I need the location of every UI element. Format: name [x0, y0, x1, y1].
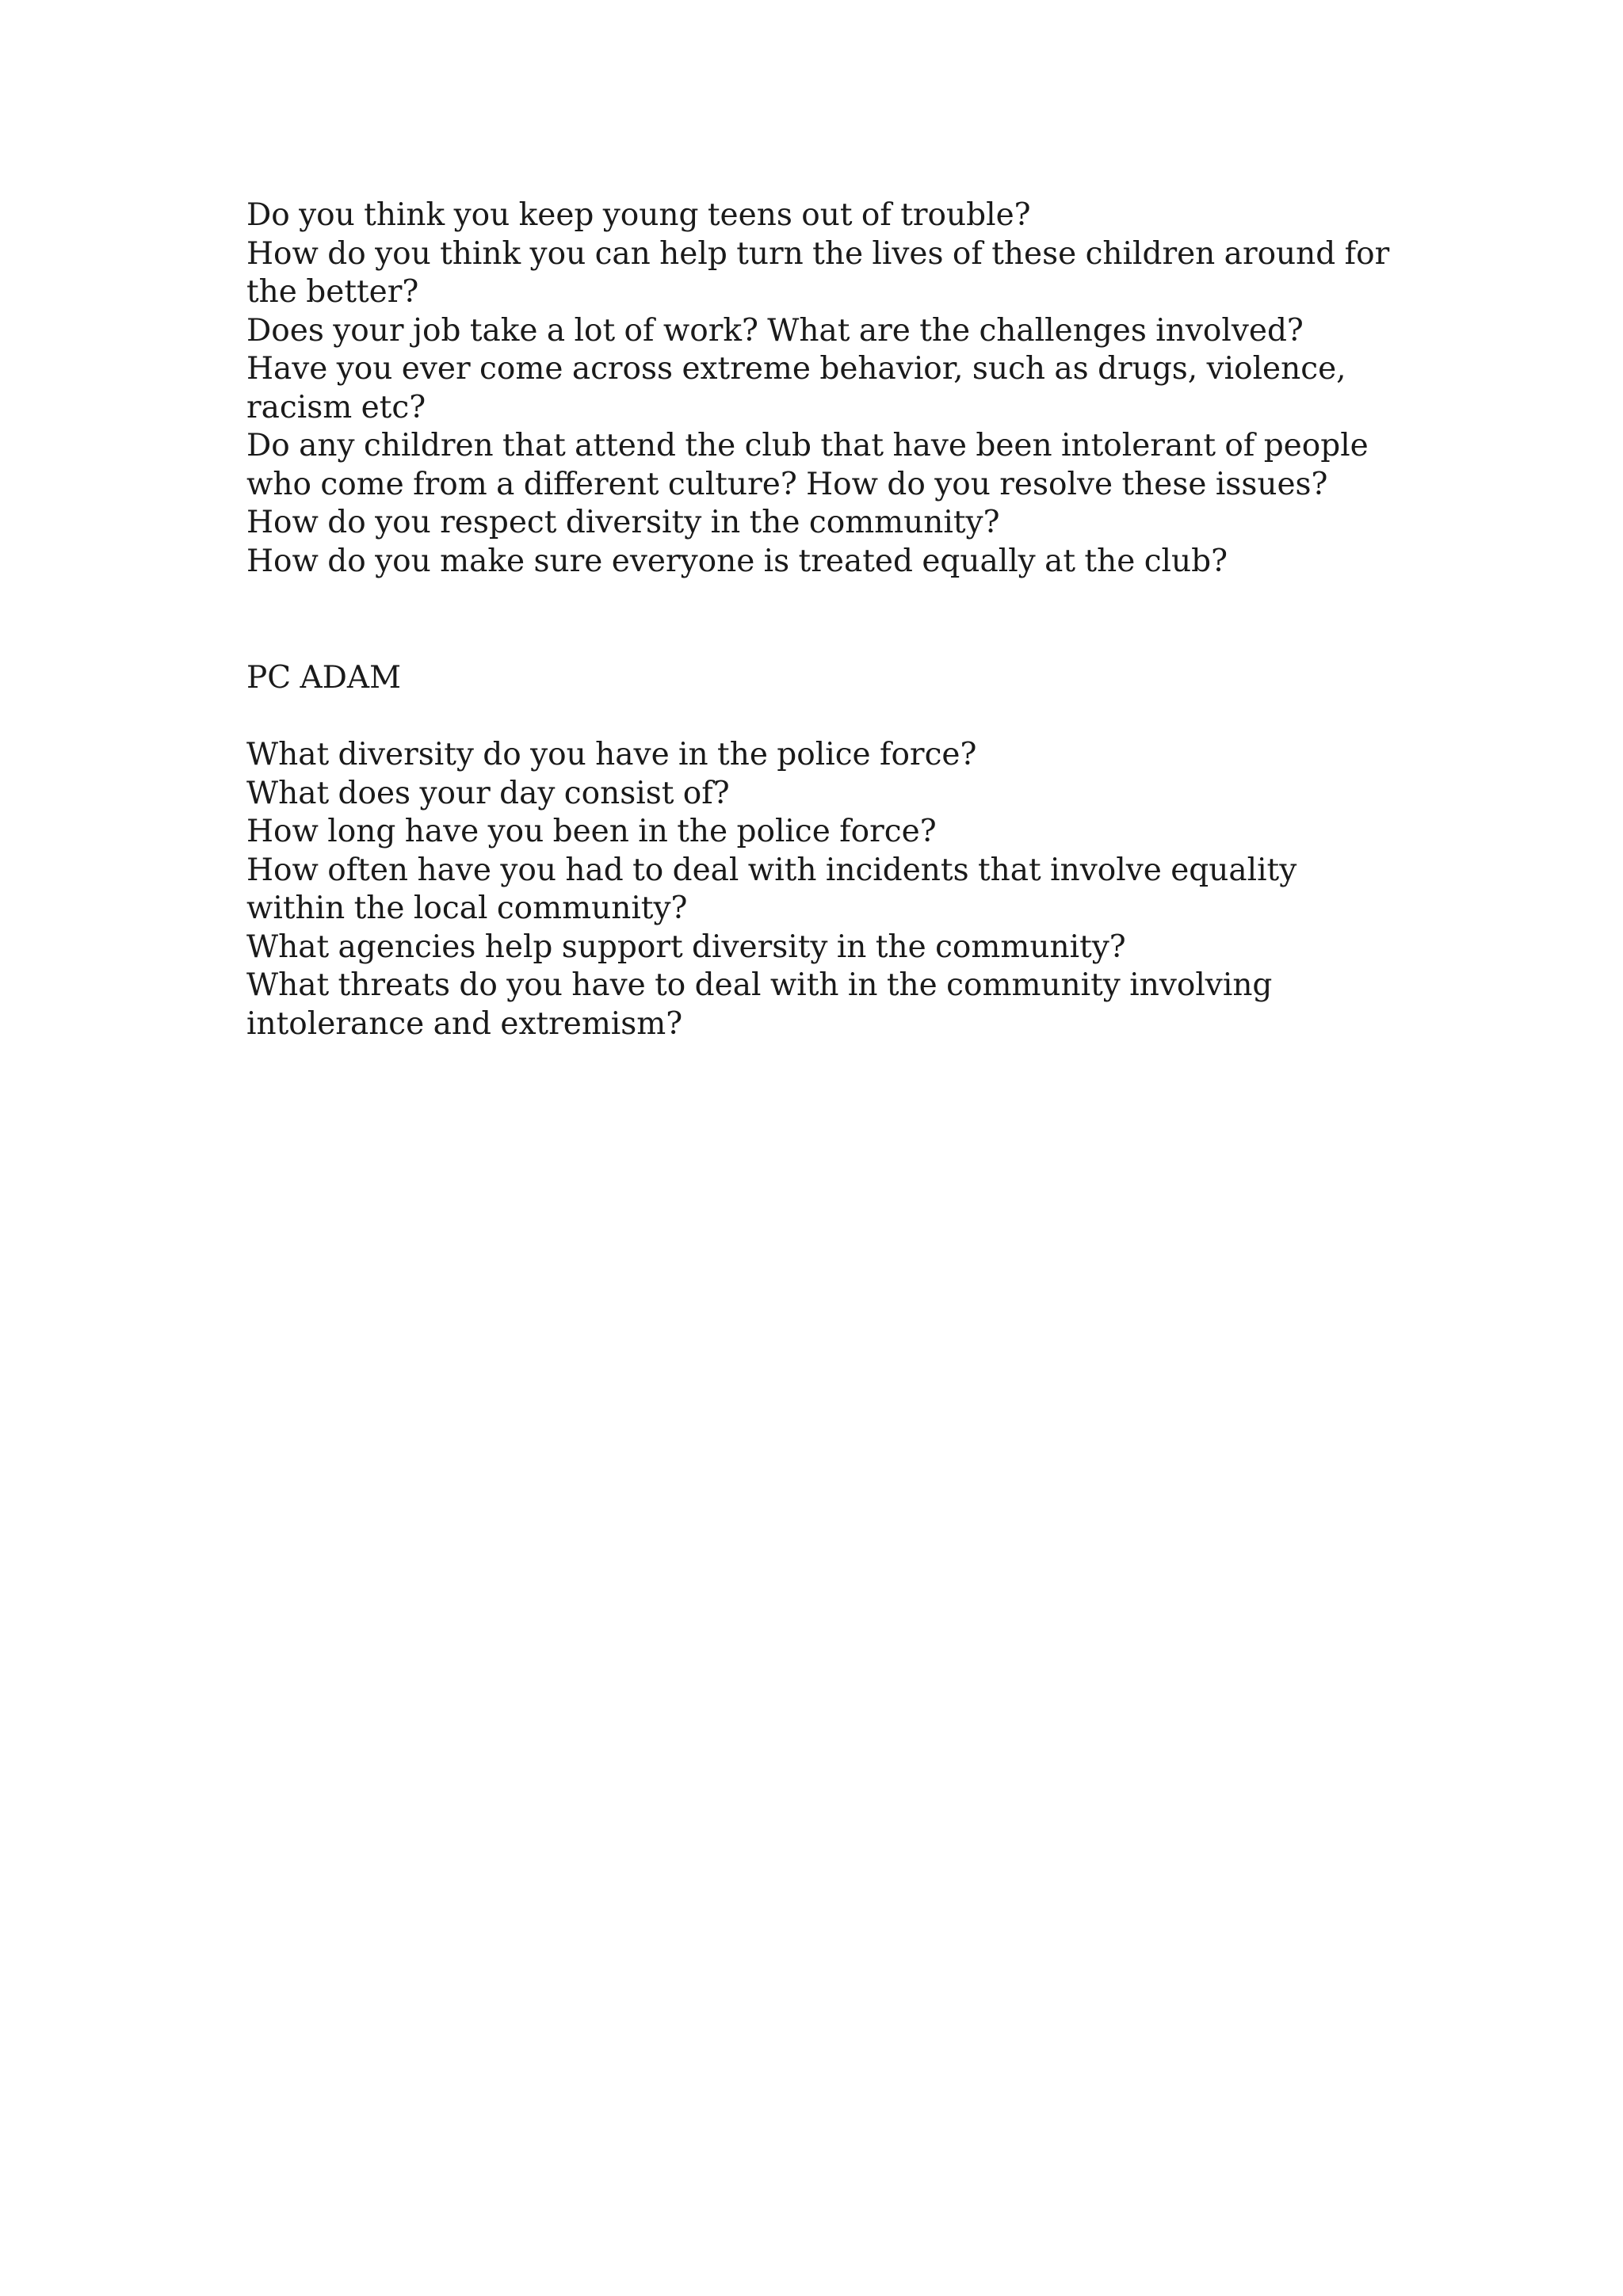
question-item: How do you make sure everyone is treated equally at the club? [246, 543, 1228, 579]
question-item: What threats do you have to deal with in the community involving intolerance and extremism? [246, 967, 1273, 1042]
section-heading: PC ADAM [246, 660, 402, 696]
question-item: Does your job take a lot of work? What are the challenges involved? [246, 312, 1304, 349]
question-item: What diversity do you have in the police force? [246, 737, 977, 772]
question-item: How long have you been in the police force? [246, 814, 937, 849]
question-item: What does your day consist of? [246, 775, 730, 811]
question-item: Do you think you keep young teens out of trouble? [246, 197, 1031, 233]
section-heading-pc-adam [246, 659, 1403, 698]
question-item: What agencies help support diversity in the community? [246, 929, 1126, 965]
question-item: How often have you had to deal with incidents that involve equality within the local community? [246, 852, 1297, 926]
question-item: Have you ever come across extreme behavior, such as drugs, violence, racism etc? [246, 351, 1346, 425]
question-item: How do you think you can help turn the lives of these children around for the better? [246, 235, 1390, 310]
question-list-police [246, 736, 1403, 1043]
question-item: Do any children that attend the club that have been intolerant of people who come from a different culture? How do you resolve these issues? [246, 428, 1369, 502]
question-list-youth-club [246, 196, 1403, 581]
question-item: How do you respect diversity in the community? [246, 505, 1000, 540]
